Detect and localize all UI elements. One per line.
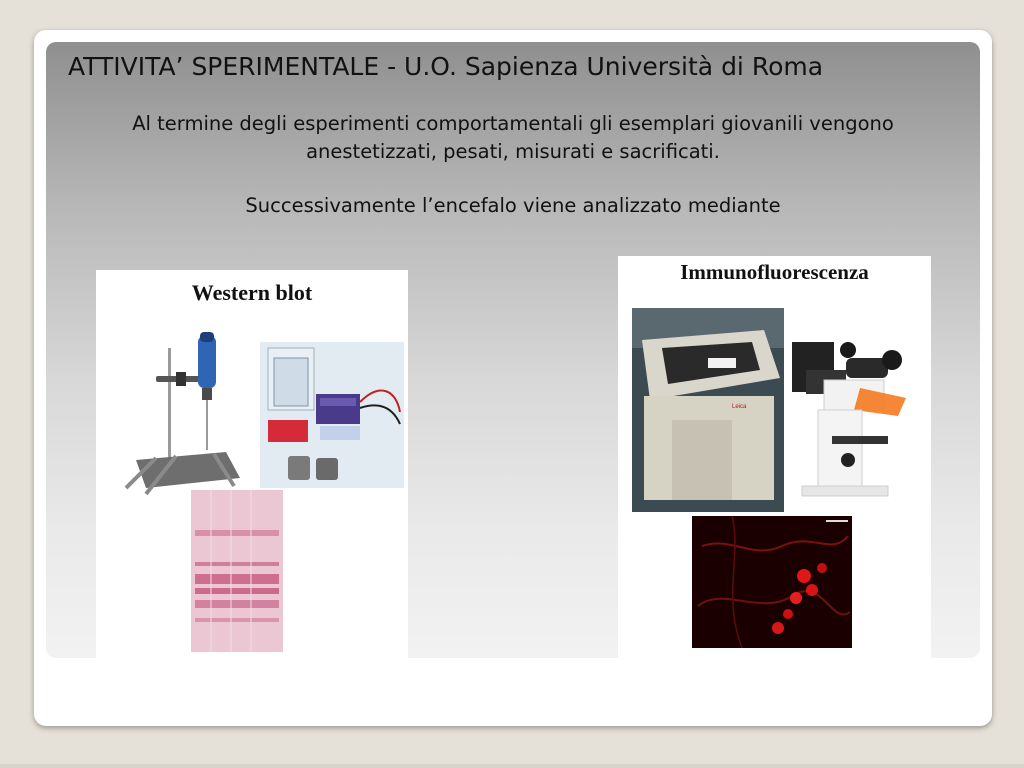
immunofluorescence-title: Immunofluorescenza bbox=[680, 260, 869, 284]
subtitle-line-2: anestetizzati, pesati, misurati e sacrificati. bbox=[306, 140, 720, 163]
bottom-band bbox=[0, 764, 1024, 768]
western-blot-card bbox=[96, 270, 408, 660]
microscope-image bbox=[788, 340, 928, 500]
subtitle-line-1: Al termine degli esperimenti comportamentali gli esemplari giovanili vengono bbox=[132, 112, 894, 135]
immunofluorescence-card bbox=[618, 256, 931, 660]
stained-gel-image bbox=[191, 490, 283, 652]
slide-title: ATTIVITA’ SPERIMENTALE - U.O. Sapienza Università di Roma bbox=[68, 52, 824, 81]
electrophoresis-kit-image bbox=[260, 342, 404, 488]
western-blot-title: Western blot bbox=[191, 280, 313, 305]
cryostat-brand: Leica bbox=[732, 404, 747, 410]
subtitle-line-3: Successivamente l’encefalo viene analizzato mediante bbox=[245, 194, 781, 217]
fluorescence-micrograph-image bbox=[692, 516, 852, 648]
cryostat-image bbox=[632, 308, 784, 512]
homogenizer-image bbox=[116, 328, 246, 498]
slide-subtitle bbox=[58, 110, 968, 166]
